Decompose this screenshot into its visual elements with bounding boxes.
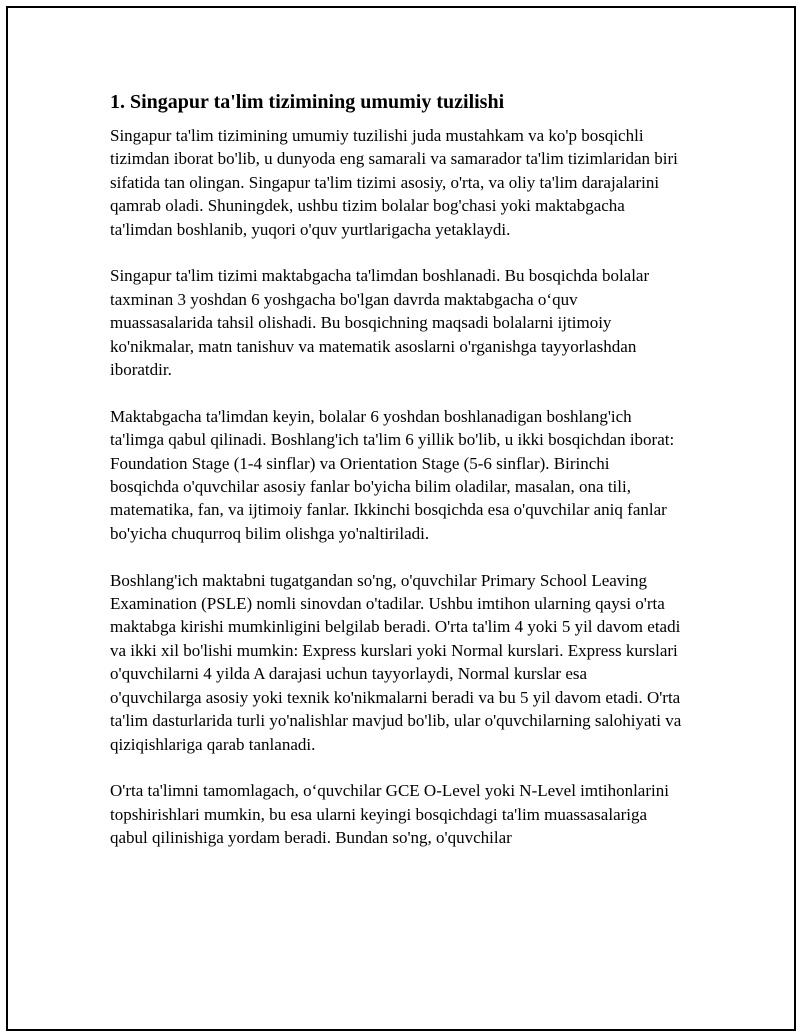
paragraph-intro: Singapur ta'lim tizimining umumiy tuzilishi juda mustahkam va ko'p bosqichli tizimdan iborat bo'lib, u dunyoda eng samarali va samarador ta'lim tizimlaridan biri sifatida tan olingan. Singapur ta'lim tizimi asosiy, o'rta, va oliy ta'lim darajalarini qamrab oladi. Shuningdek, ushbu tizim bolalar bog'chasi yoki maktabgacha ta'limdan boshlanib, yuqori o'quv yurtlarigacha yetaklaydi.	[110, 126, 678, 239]
section-heading: 1. Singapur ta'lim tizimining umumiy tuzilishi	[110, 91, 505, 113]
paragraph-primary: Maktabgacha ta'limdan keyin, bolalar 6 yoshdan boshlanadigan boshlang'ich ta'limga qabul qilinadi. Boshlang'ich ta'lim 6 yillik bo'lib, u ikki bosqichdan iborat: Foundation Stage (1-4 sinflar) va Orientation Stage (5-6 sinflar). Birinchi bosqichda o'quvchilar asosiy fanlar bo'yicha bilim oladilar, masalan, ona tili, matematika, fan, va ijtimoiy fanlar. Ikkinchi bosqichda esa o'quvchilar aniq fanlar bo'yicha chuqurroq bilim olishga yo'naltiriladi.	[110, 406, 675, 543]
document-body	[110, 89, 682, 873]
paragraph-preschool: Singapur ta'lim tizimi maktabgacha ta'limdan boshlanadi. Bu bosqichda bolalar taxminan 3 yoshdan 6 yoshgacha bo'lgan davrda maktabgacha o‘quv muassasalarida tahsil olishadi. Bu bosqichning maqsadi bolalarni ijtimoiy ko'nikmalar, matn tanishuv va matematik asoslarni o'rganishga tayyorlashdan iboratdir.	[110, 266, 650, 380]
paragraph-secondary: Boshlang'ich maktabni tugatgandan so'ng, o'quvchilar Primary School Leaving Examination (PSLE) nomli sinovdan o'tadilar. Ushbu imtihon ularning qaysi o'rta maktabga kirishi mumkinligini belgilab beradi. O'rta ta'lim 4 yoki 5 yil davom etadi va ikki xil bo'lishi mumkin: Express kurslari yoki Normal kurslari. Express kurslari o'quvchilarni 4 yilda A darajasi uchun tayyorlaydi, Normal kurslar esa o'quvchilarga asosiy yoki texnik ko'nikmalarni beradi va bu 5 yil davom etadi. O'rta ta'lim dasturlarida turli yo'nalishlar mavjud bo'lib, ular o'quvchilarning salohiyati va qiziqishlariga qarab tanlanadi.	[110, 570, 682, 754]
paragraph-post-secondary: O'rta ta'limni tamomlagach, o‘quvchilar GCE O-Level yoki N-Level imtihonlarini topshirishlari mumkin, bu esa ularni keyingi bosqichdagi ta'lim muassasalariga qabul qilinishiga yordam beradi. Bundan so'ng, o'quvchilar	[110, 781, 669, 848]
